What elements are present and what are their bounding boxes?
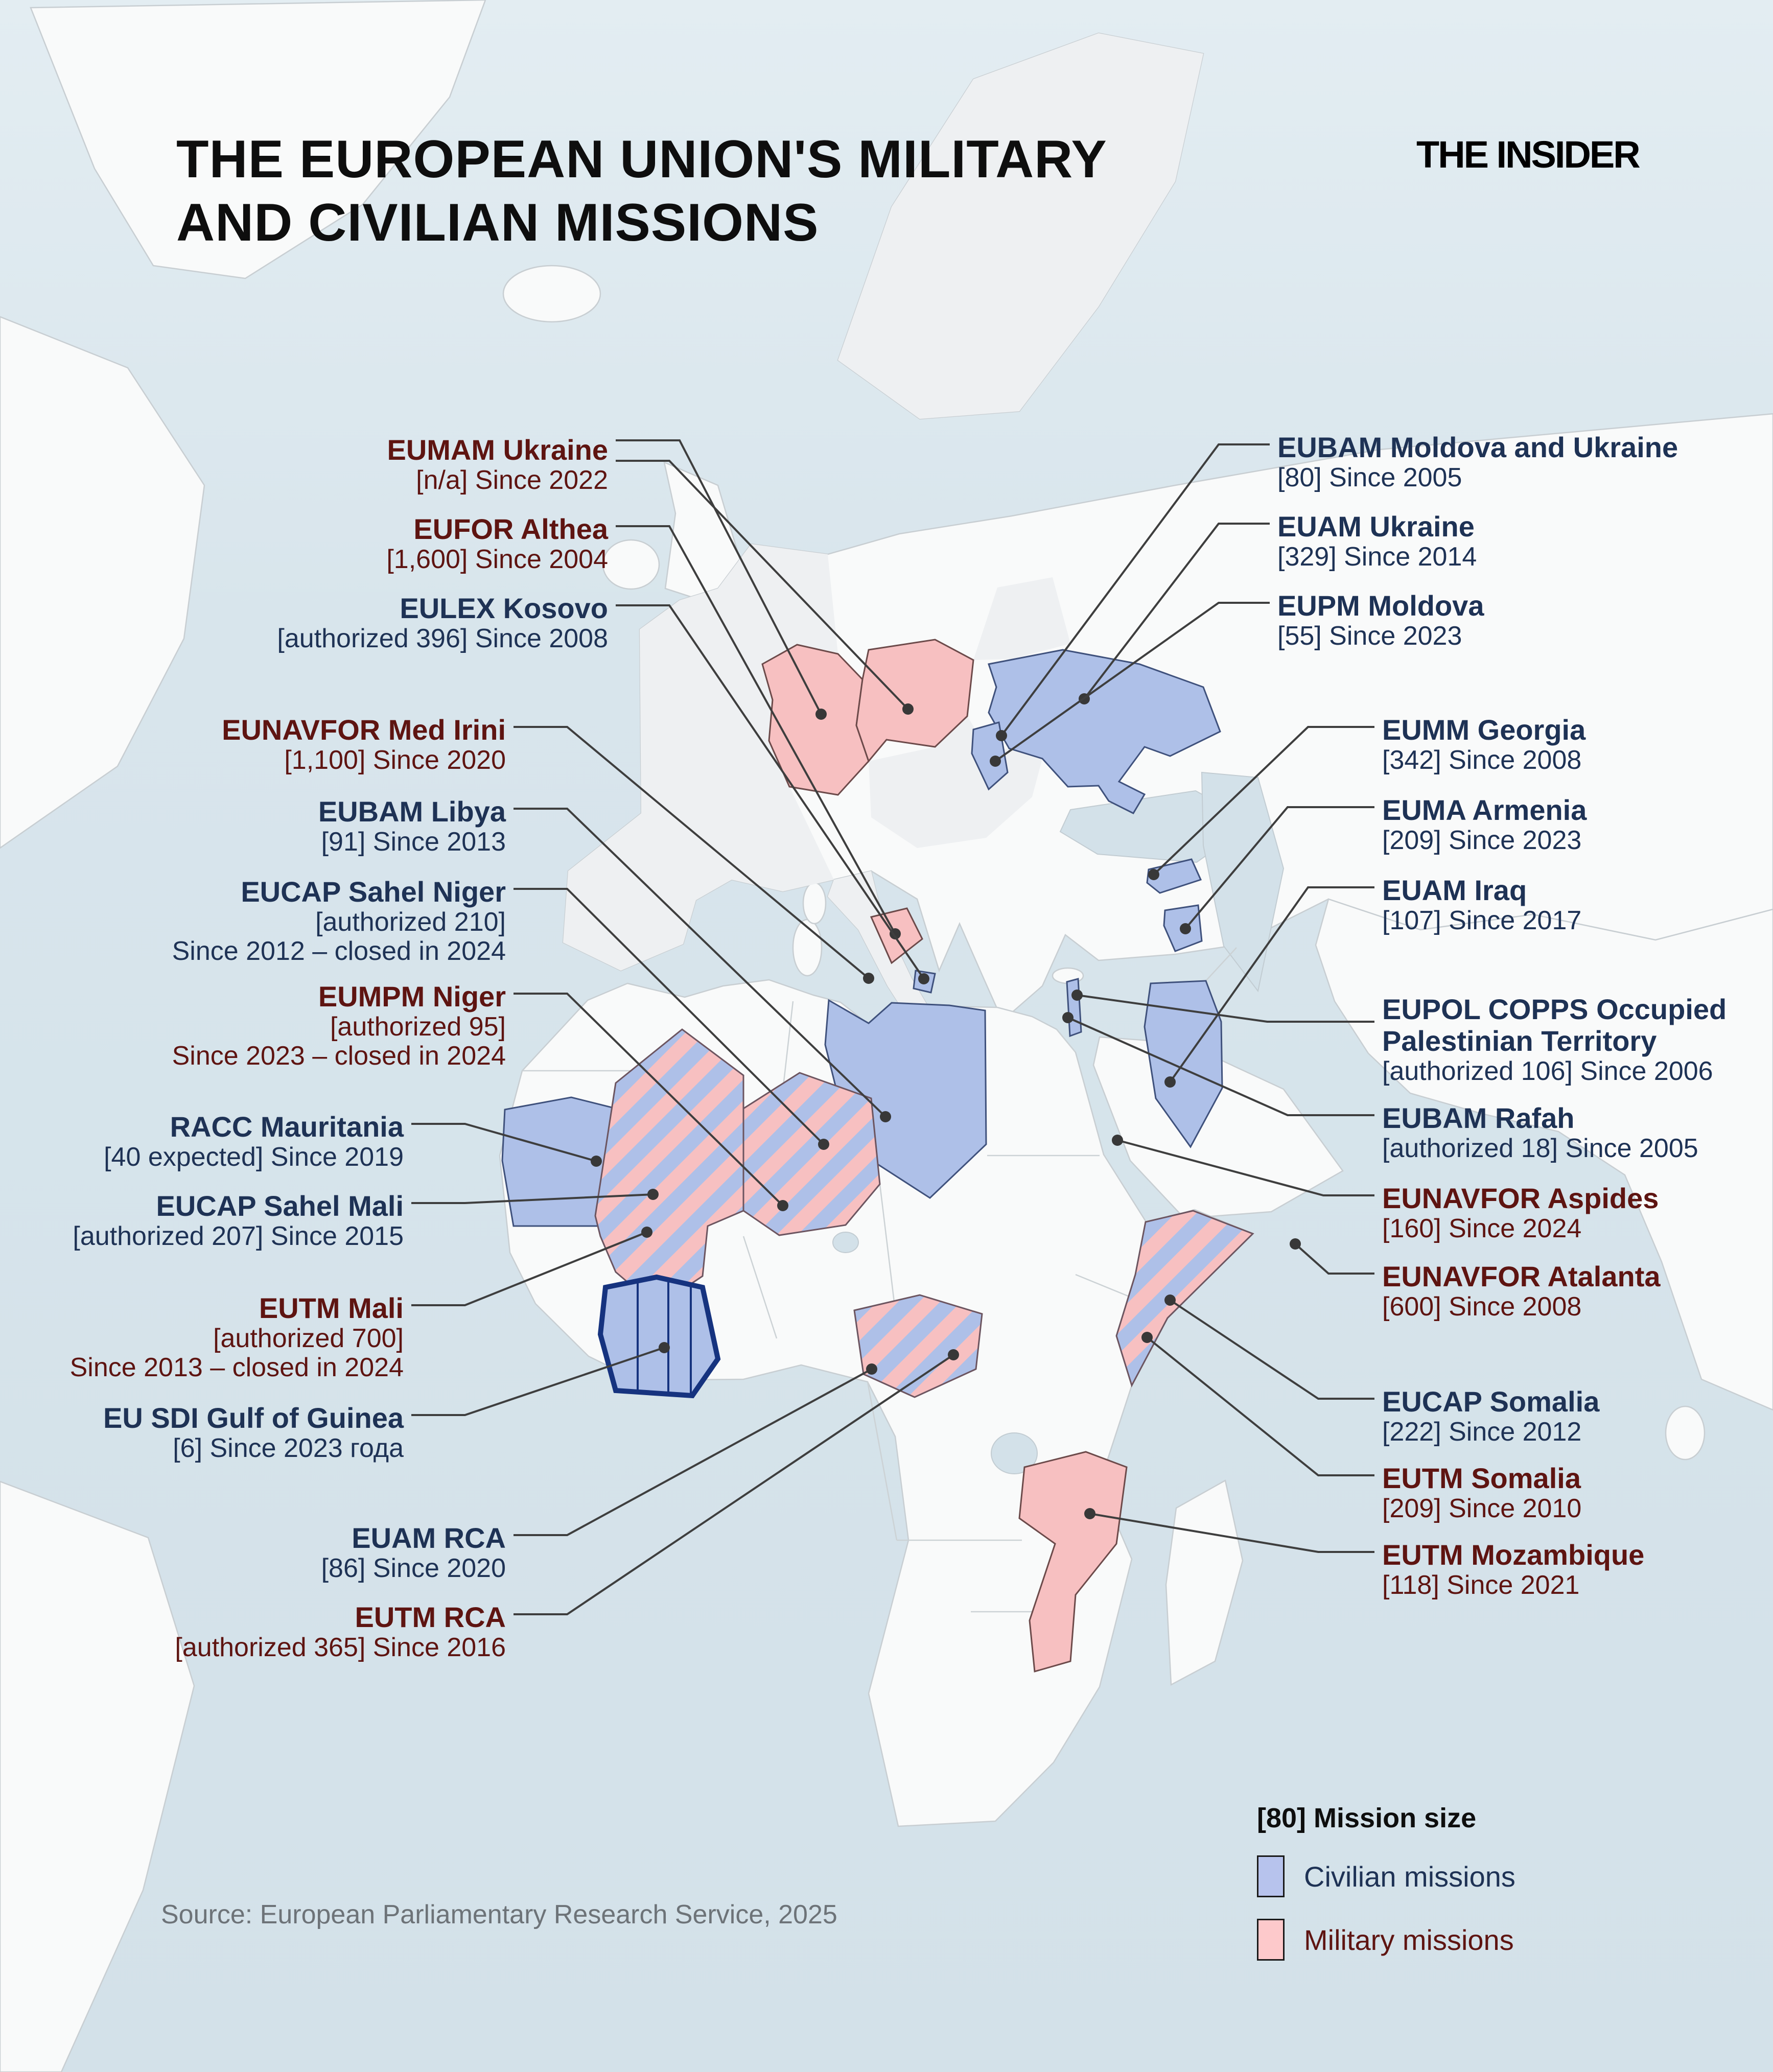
mission-label-euam-ukraine [1277, 511, 1477, 572]
mission-name: EUMM Georgia [1382, 714, 1586, 746]
landmass-ireland [603, 540, 659, 589]
legend-military-row [1257, 1919, 1515, 1961]
mission-name: EUTM Mozambique [1382, 1539, 1645, 1571]
mission-label-eutm-rca [175, 1602, 506, 1662]
mission-label-eucap-sahel-niger [172, 876, 506, 966]
mission-name: EUNAVFOR Atalanta [1382, 1260, 1661, 1292]
mission-name: EUCAP Sahel Niger [241, 876, 506, 908]
mission-label-racc-mauritania [104, 1111, 404, 1172]
landmass-south-america [0, 1481, 194, 2072]
landmass-iceland [503, 266, 600, 322]
mission-name: EUBAM Rafah [1382, 1102, 1575, 1134]
mission-label-eubam-moldova-ukraine [1277, 432, 1678, 492]
location-dot-eu-sdi-gulf-of-guinea [659, 1342, 670, 1353]
mission-detail: [40 expected] Since 2019 [104, 1142, 404, 1172]
mission-name: EUTM Mali [259, 1292, 404, 1324]
mission-name: EUPOL COPPS Occupied Palestinian Territory [1382, 993, 1727, 1057]
mission-detail: [authorized 18] Since 2005 [1382, 1134, 1698, 1163]
mission-detail: [222] Since 2012 [1382, 1417, 1582, 1447]
mission-detail: [91] Since 2013 [321, 827, 506, 857]
mission-detail: [authorized 95] [330, 1012, 506, 1042]
location-dot-eunavfor-med-irini [863, 973, 874, 984]
landmass-madagascar [1166, 1480, 1243, 1685]
civilian-swatch [1257, 1855, 1285, 1897]
mission-detail: Since 2013 – closed in 2024 [69, 1353, 404, 1382]
legend [1257, 1802, 1515, 1961]
mission-label-eumm-georgia [1382, 714, 1585, 775]
mission-detail: [55] Since 2023 [1277, 621, 1462, 651]
leader-line-eucap-somalia [1170, 1300, 1374, 1399]
location-dot-eunavfor-aspides [1112, 1135, 1123, 1146]
mission-label-eubam-libya [318, 796, 506, 857]
mission-name: EULEX Kosovo [400, 592, 608, 624]
mission-label-eubam-rafah [1382, 1102, 1698, 1163]
mission-label-eunavfor-atalanta [1382, 1261, 1661, 1322]
mission-name: EUMAM Ukraine [387, 434, 608, 466]
mission-name: EUFOR Althea [413, 513, 608, 545]
location-dot-eutm-somalia [1141, 1332, 1153, 1343]
source-credit: Source: European Parliamentary Research Service, 2025 [161, 1900, 837, 1929]
location-dot-eubam-moldova-ukraine [996, 730, 1007, 741]
mission-detail: [329] Since 2014 [1277, 542, 1477, 572]
mission-name: EUTM Somalia [1382, 1462, 1581, 1494]
mission-detail: [209] Since 2010 [1382, 1494, 1582, 1523]
mission-detail: [1,600] Since 2004 [386, 545, 608, 574]
landmass-north-america [0, 317, 204, 848]
leader-line-eupol-copps [1077, 995, 1374, 1022]
mission-name: EUAM RCA [352, 1522, 506, 1554]
mission-detail: [authorized 700] [213, 1324, 404, 1353]
location-dot-eutm-rca [948, 1349, 959, 1360]
landmass-sri-lanka [1666, 1406, 1705, 1459]
location-dot-eubam-rafah [1062, 1012, 1074, 1023]
mission-label-eutm-mali [70, 1292, 404, 1382]
location-dot-eumam-ukraine [815, 709, 827, 720]
location-dot-eumam-ukraine [902, 703, 914, 715]
mission-name: EUBAM Moldova and Ukraine [1277, 431, 1678, 463]
mission-label-eu-sdi-gulf-of-guinea [103, 1402, 404, 1463]
mission-label-eulex-kosovo [277, 593, 608, 653]
mission-detail: [1,100] Since 2020 [284, 745, 506, 775]
location-dot-eucap-sahel-niger [818, 1139, 829, 1150]
mission-label-eufor-althea [386, 513, 608, 574]
location-dot-eulex-kosovo [918, 973, 929, 984]
mission-detail: [6] Since 2023 года [173, 1433, 404, 1463]
legend-mission-size-label: [80] Mission size [1257, 1803, 1477, 1833]
mission-detail: [authorized 106] Since 2006 [1382, 1056, 1713, 1086]
mission-label-eunavfor-med-irini [222, 714, 506, 775]
mission-detail: [107] Since 2017 [1382, 906, 1582, 935]
page-title-line1: THE EUROPEAN UNION'S MILITARY [176, 130, 1107, 189]
mission-detail: [authorized 207] Since 2015 [73, 1221, 404, 1251]
mission-name: EUMA Armenia [1382, 794, 1587, 826]
mission-label-eutm-somalia [1382, 1463, 1581, 1523]
country-palestinian-territory [1067, 979, 1081, 1036]
mission-label-euam-rca [321, 1522, 506, 1583]
location-dot-euma-armenia [1180, 923, 1191, 934]
location-dot-eucap-somalia [1164, 1294, 1176, 1306]
mission-label-eucap-somalia [1382, 1386, 1599, 1447]
mission-name: EUCAP Somalia [1382, 1385, 1600, 1418]
military-swatch [1257, 1919, 1285, 1961]
location-dot-eutm-mozambique [1084, 1508, 1095, 1519]
mission-name: EUAM Iraq [1382, 874, 1527, 906]
mission-label-eupm-moldova [1277, 590, 1484, 651]
location-dot-eubam-libya [880, 1111, 891, 1122]
location-dot-eupol-copps [1071, 990, 1083, 1001]
mission-label-eutm-mozambique [1382, 1539, 1644, 1600]
mission-name: EUNAVFOR Med Irini [222, 714, 506, 746]
mission-label-eupol-copps [1382, 994, 1750, 1086]
mission-name: EUPM Moldova [1277, 590, 1484, 622]
mission-detail: [86] Since 2020 [321, 1553, 506, 1583]
landmass-corsica [803, 883, 826, 924]
mission-detail: Since 2012 – closed in 2024 [172, 936, 506, 966]
mission-label-euma-armenia [1382, 794, 1587, 855]
page-title [176, 128, 1107, 254]
mission-detail: [160] Since 2024 [1382, 1214, 1582, 1243]
mission-name: EUAM Ukraine [1277, 510, 1475, 543]
location-dot-eutm-mali [641, 1227, 652, 1238]
mission-label-eunavfor-aspides [1382, 1183, 1659, 1243]
lake-chad [833, 1232, 858, 1253]
location-dot-euam-rca [866, 1363, 877, 1375]
location-dot-eupm-moldova [990, 756, 1001, 767]
mission-detail: [600] Since 2008 [1382, 1292, 1582, 1322]
mission-name: EUMPM Niger [318, 980, 506, 1013]
mission-name: EUNAVFOR Aspides [1382, 1182, 1659, 1214]
mission-detail: [authorized 396] Since 2008 [277, 624, 608, 653]
mission-label-euam-iraq [1382, 875, 1581, 935]
page-title-line2: AND CIVILIAN MISSIONS [176, 193, 819, 252]
country-group-gulf-of-guinea [600, 1277, 718, 1396]
location-dot-eunavfor-atalanta [1290, 1238, 1301, 1250]
brand-logo: THE INSIDER [1416, 133, 1639, 176]
mission-name: EUCAP Sahel Mali [156, 1190, 404, 1222]
leader-line-eutm-somalia [1147, 1337, 1374, 1475]
mission-label-eumpm-niger [172, 981, 506, 1071]
mission-name: RACC Mauritania [170, 1111, 404, 1143]
mission-detail: [authorized 365] Since 2016 [175, 1633, 506, 1662]
location-dot-eucap-sahel-mali [647, 1189, 659, 1200]
mission-name: EU SDI Gulf of Guinea [103, 1402, 404, 1434]
location-dot-eumpm-niger [777, 1200, 788, 1211]
location-dot-racc-mauritania [591, 1156, 602, 1167]
mission-detail: [209] Since 2023 [1382, 826, 1582, 855]
military-legend-label: Military missions [1304, 1923, 1514, 1956]
mission-detail: [authorized 210] [315, 907, 506, 937]
mission-detail: [342] Since 2008 [1382, 745, 1582, 775]
mission-detail: Since 2023 – closed in 2024 [172, 1041, 506, 1071]
mission-detail: [80] Since 2005 [1277, 463, 1462, 492]
mission-label-eucap-sahel-mali [73, 1190, 404, 1251]
mission-name: EUTM RCA [355, 1601, 506, 1633]
leader-line-eunavfor-atalanta [1295, 1244, 1374, 1274]
mission-label-eumam-ukraine [387, 434, 608, 495]
mission-detail: [n/a] Since 2022 [416, 465, 608, 495]
civilian-legend-label: Civilian missions [1304, 1860, 1515, 1893]
location-dot-euam-iraq [1164, 1076, 1176, 1088]
mission-detail: [118] Since 2021 [1382, 1570, 1580, 1600]
location-dot-eumm-georgia [1148, 869, 1159, 880]
legend-civilian-row [1257, 1855, 1515, 1897]
mission-name: EUBAM Libya [318, 795, 506, 828]
